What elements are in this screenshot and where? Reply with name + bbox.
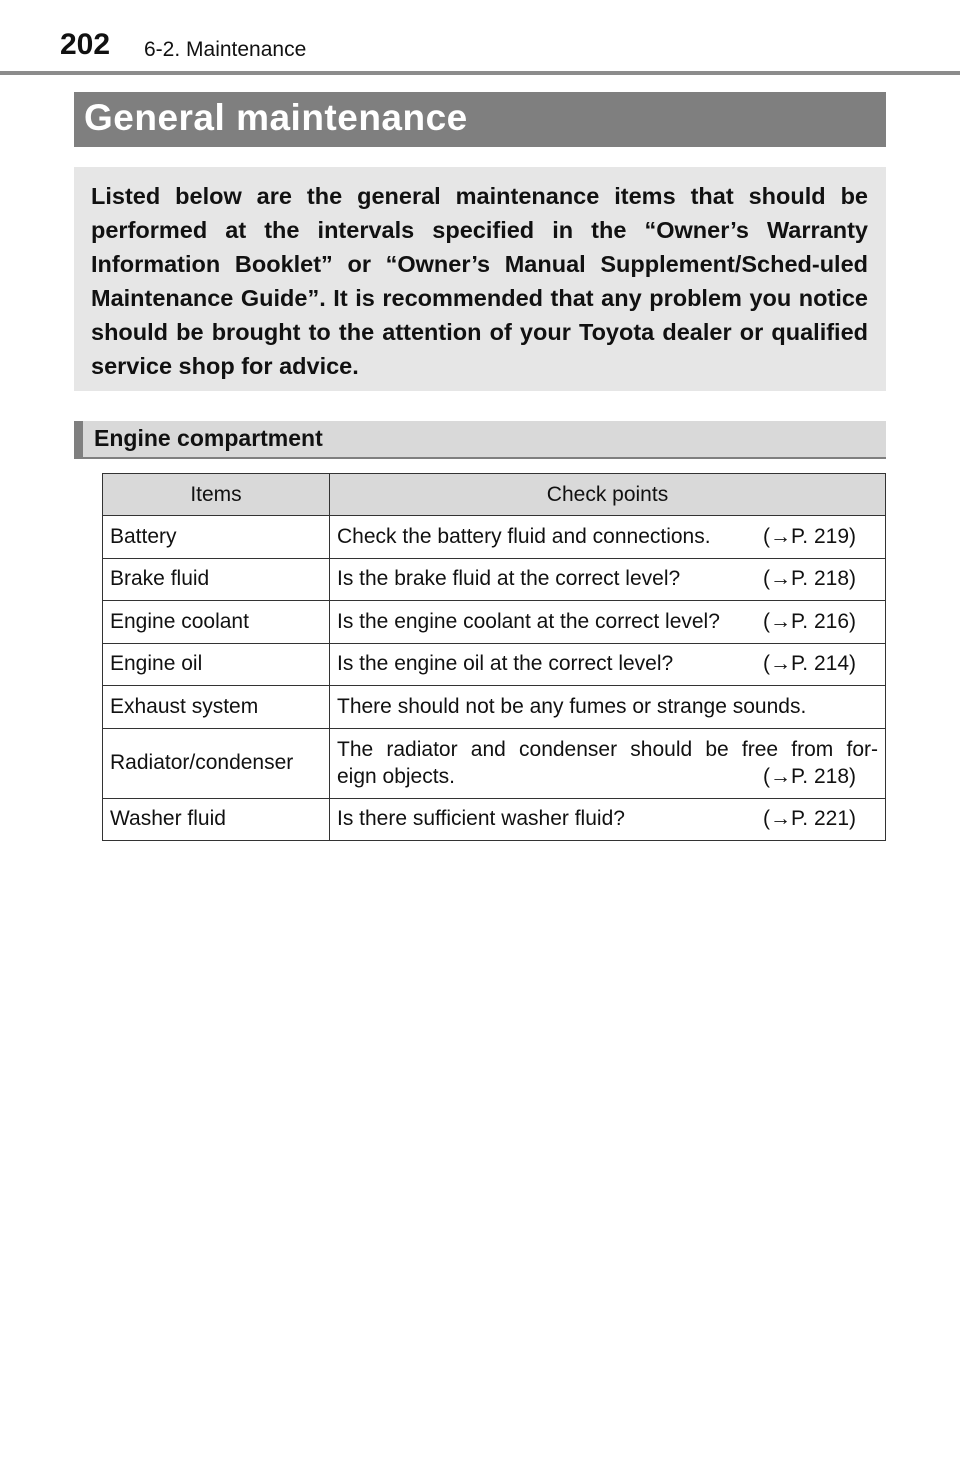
column-header-items: Items: [103, 474, 330, 516]
intro-box: [74, 167, 886, 391]
table-row: [103, 798, 886, 841]
item-cell: Radiator/condenser: [103, 728, 330, 798]
item-cell: Battery: [103, 516, 330, 559]
check-text: Is the brake fluid at the correct level?: [337, 567, 681, 591]
check-text: Check the battery fluid and connections.: [337, 524, 711, 548]
check-text: Is the engine coolant at the correct level?: [337, 609, 720, 633]
title-bar: [74, 92, 886, 147]
check-cell: [330, 798, 886, 841]
check-cell: [330, 728, 886, 798]
page-ref-link[interactable]: (→P. 216): [763, 609, 856, 633]
item-cell: Engine oil: [103, 643, 330, 686]
page-ref-link[interactable]: (→P. 218): [763, 765, 856, 788]
section-heading: [74, 421, 886, 459]
section-reference: 6-2. Maintenance: [144, 38, 307, 61]
maintenance-table: [102, 473, 886, 841]
check-text-line-1: The radiator and condenser should be free from for-: [337, 738, 878, 761]
header-divider: [0, 71, 960, 75]
page-ref-link[interactable]: (→P. 221): [763, 807, 856, 831]
check-cell: [330, 558, 886, 601]
table-row: [103, 686, 886, 729]
item-cell: Exhaust system: [103, 686, 330, 729]
page-number: 202: [60, 28, 111, 61]
page-ref-link[interactable]: (→P. 214): [763, 652, 856, 676]
page-header: [0, 0, 960, 76]
page-title: General maintenance: [84, 97, 468, 138]
table-row: [103, 728, 886, 798]
check-text: Is the engine oil at the correct level?: [337, 652, 674, 676]
page-ref-link[interactable]: (→P. 218): [763, 567, 856, 591]
check-cell: [330, 516, 886, 559]
check-cell: [330, 601, 886, 644]
table-row: [103, 643, 886, 686]
check-cell: [330, 643, 886, 686]
table-row: [103, 558, 886, 601]
table-row: [103, 601, 886, 644]
item-cell: Brake fluid: [103, 558, 330, 601]
column-header-check-points: Check points: [330, 474, 886, 516]
check-cell: There should not be any fumes or strange sounds.: [330, 686, 886, 729]
check-text-line-2: eign objects.: [337, 765, 455, 788]
section-heading-text: Engine compartment: [94, 425, 323, 451]
check-text: Is there sufficient washer fluid?: [337, 807, 625, 831]
intro-paragraph: Listed below are the general maintenance items that should be performed at the intervals specified in the “Owner’s Warranty Information Booklet” or “Owner’s Manual Supplement/Sched-uled Maintenance Guide”. It is recommended that any problem you notice should be brought to the attention of your Toyota dealer or qualified service shop for advice.: [91, 183, 868, 379]
table-row: [103, 516, 886, 559]
table-header-row: [103, 474, 886, 516]
item-cell: Washer fluid: [103, 798, 330, 841]
page-ref-link[interactable]: (→P. 219): [763, 524, 856, 548]
item-cell: Engine coolant: [103, 601, 330, 644]
